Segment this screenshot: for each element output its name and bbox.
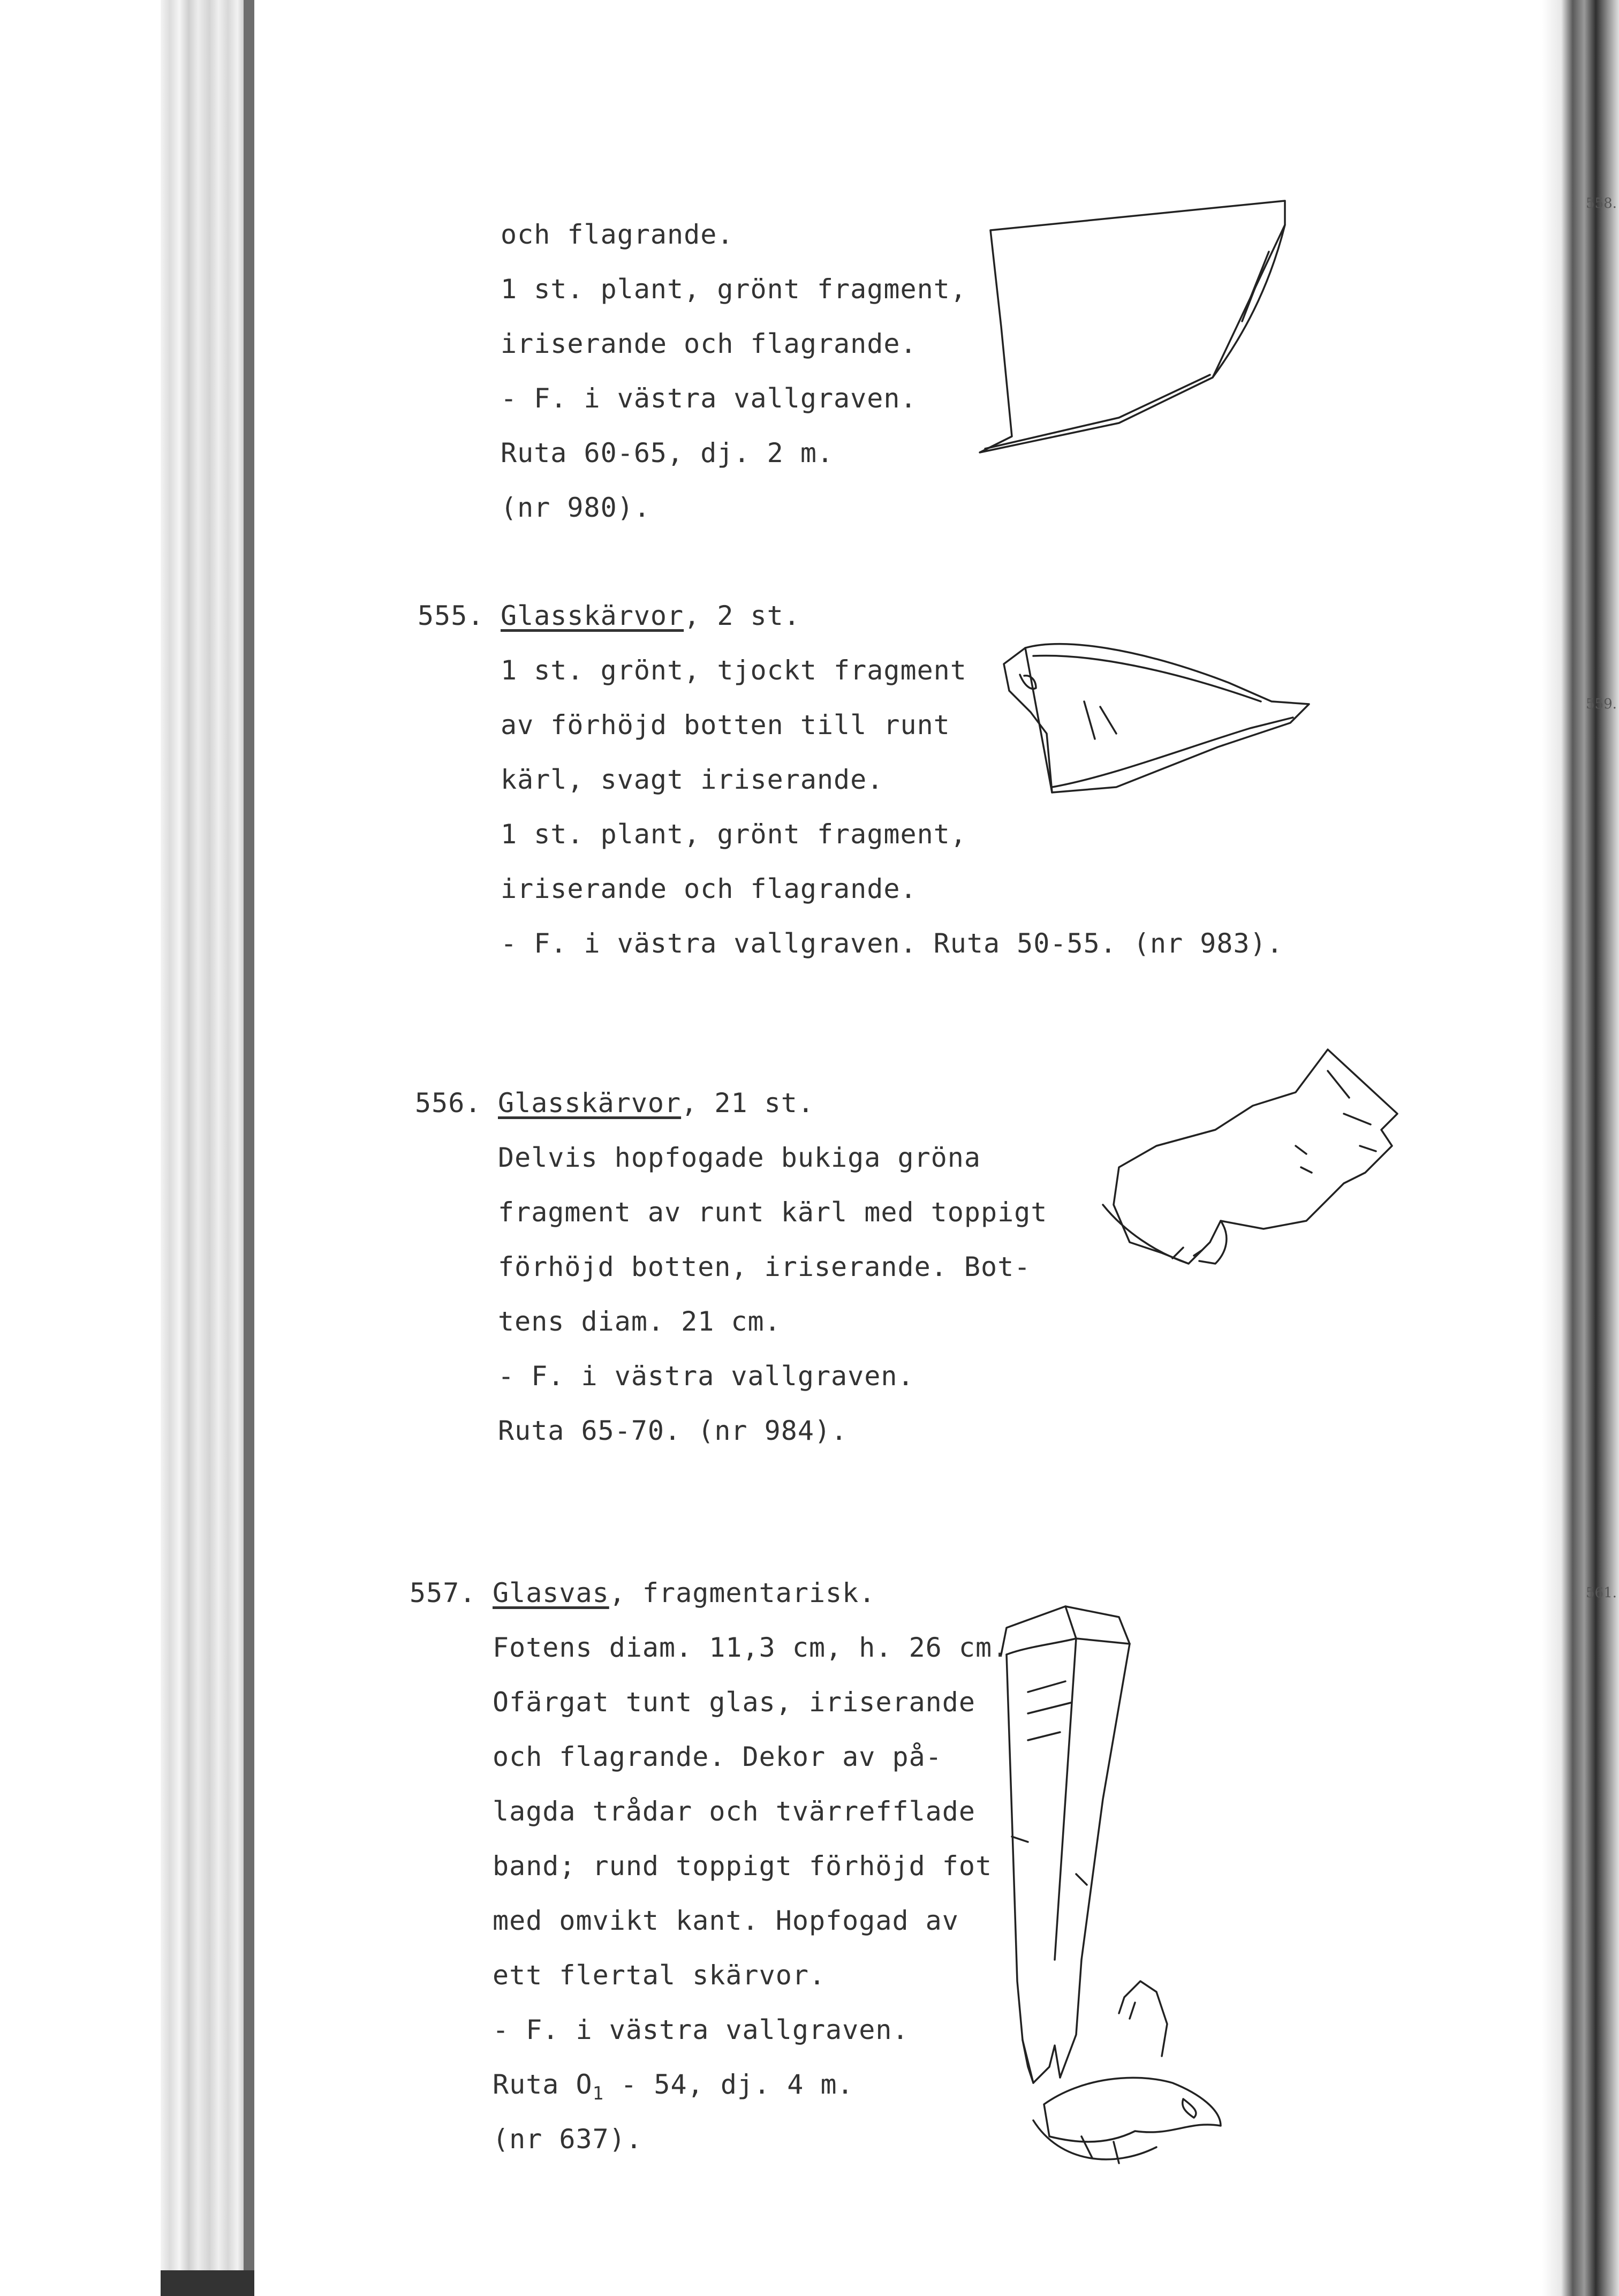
entry-heading [498, 1087, 814, 1119]
text-line: lagda trådar och tvärrefflade [493, 1796, 975, 1827]
entry-heading [493, 1577, 875, 1609]
text-line: Fotens diam. 11,3 cm, h. 26 cm. [493, 1632, 1009, 1663]
text-line: - F. i västra vallgraven. [498, 1361, 914, 1392]
entry-number: 557. [410, 1577, 476, 1608]
text-line: förhöjd botten, iriserande. Bot- [498, 1251, 1031, 1282]
text-line: 1 st. plant, grönt fragment, [501, 274, 967, 305]
glass-vessel-fragments-drawing [1092, 1039, 1424, 1306]
text-line: Ruta 60-65, dj. 2 m. [501, 437, 834, 469]
entry-number: 555. [418, 600, 485, 631]
binding-shadow [244, 0, 254, 2296]
text-line: fragment av runt kärl med toppigt [498, 1197, 1048, 1228]
text-line: band; rund toppigt förhöjd fot [493, 1851, 993, 1882]
edge-mark: 561. [1586, 1585, 1617, 1601]
entry-count: , 2 st. [684, 600, 800, 631]
binding-bottom [161, 2270, 254, 2296]
text-line: och flagrande. [501, 219, 734, 250]
text-line: kärl, svagt iriserande. [501, 764, 884, 795]
text-line: - F. i västra vallgraven. [493, 2014, 909, 2045]
edge-mark: 558. [1586, 195, 1617, 212]
text-line: med omvikt kant. Hopfogad av [493, 1905, 959, 1936]
text-line: (nr 980). [501, 492, 650, 523]
text-line: och flagrande. Dekor av på- [493, 1741, 942, 1772]
entry-title: Glasskärvor [498, 1087, 682, 1119]
entry-heading [501, 600, 800, 632]
text-line: av förhöjd botten till runt [501, 709, 950, 741]
text-line: 1 st. grönt, tjockt fragment [501, 655, 967, 686]
text-line: 1 st. plant, grönt fragment, [501, 819, 967, 850]
text-line: Ruta 65-70. (nr 984). [498, 1415, 848, 1446]
text-line: tens diam. 21 cm. [498, 1306, 781, 1337]
book-binding [161, 0, 254, 2296]
text-line: (nr 637). [493, 2124, 642, 2155]
entry-count: , fragmentarisk. [609, 1577, 876, 1608]
entry-title: Glasvas [493, 1577, 609, 1608]
text-line: Ofärgat tunt glas, iriserande [493, 1687, 975, 1718]
text-line: iriserande och flagrande. [501, 328, 917, 359]
text-line: Delvis hopfogade bukiga gröna [498, 1142, 981, 1173]
text-line: iriserande och flagrande. [501, 873, 917, 904]
glass-base-fragment-drawing [993, 626, 1314, 798]
right-page-edge [1542, 0, 1619, 2296]
glass-fragment-drawing [969, 193, 1301, 471]
ruta-line: Ruta $O_1 - 54$, dj. 4 m. [493, 2069, 854, 2104]
edge-mark: 559. [1586, 696, 1617, 712]
text-line: - F. i västra vallgraven. Ruta 50-55. (nr 983). [501, 928, 1283, 959]
text-line: - F. i västra vallgraven. [501, 383, 917, 414]
glass-vase-drawing [996, 1585, 1274, 2201]
text-line: ett flertal skärvor. [493, 1960, 826, 1991]
entry-count: , 21 st. [681, 1087, 814, 1119]
entry-number: 556. [415, 1087, 482, 1119]
entry-title: Glasskärvor [501, 600, 684, 631]
